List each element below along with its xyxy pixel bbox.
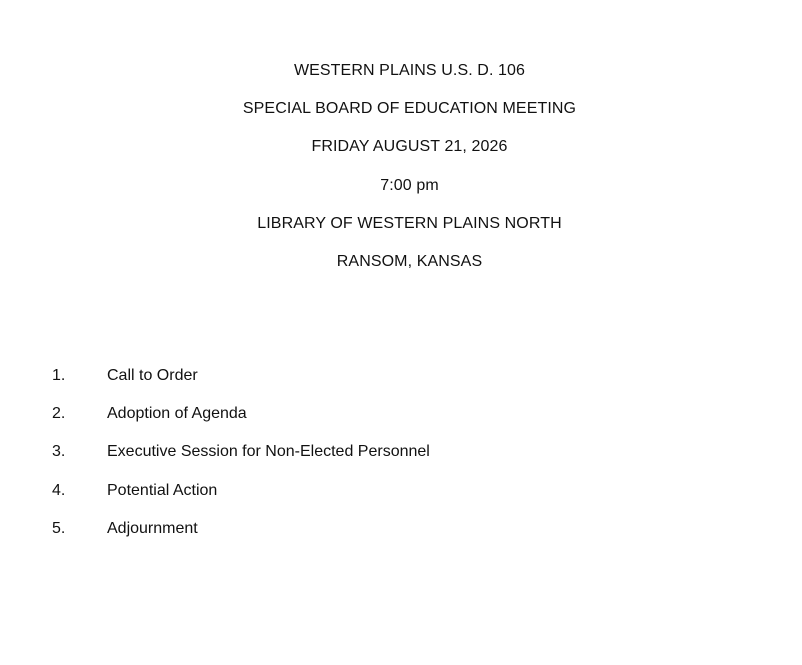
agenda-item-potential-action (0, 479, 802, 517)
agenda-item-adoption-of-agenda (0, 402, 802, 440)
meeting-date: FRIDAY AUGUST 21, 2026 (311, 138, 508, 156)
agenda-item-call-to-order (0, 364, 802, 402)
agenda-item-text: Executive Session for Non-Elected Personnel (107, 443, 430, 461)
meeting-type: SPECIAL BOARD OF EDUCATION MEETING (242, 100, 577, 118)
agenda-item-number: 5. (52, 519, 66, 537)
meeting-location: LIBRARY OF WESTERN PLAINS NORTH (257, 214, 562, 232)
agenda-item-text: Call to Order (107, 367, 198, 384)
meeting-time: 7:00 pm (380, 176, 439, 194)
agenda-list (0, 364, 802, 555)
agenda-item-text: Adjournment (107, 519, 198, 537)
agenda-item-number: 3. (52, 443, 66, 461)
agenda-item-text: Potential Action (107, 481, 218, 499)
meeting-header (0, 59, 802, 288)
agenda-item-text: Adoption of Agenda (107, 405, 247, 423)
agenda-item-number: 4. (52, 481, 66, 499)
agenda-item-adjournment (0, 517, 802, 555)
meeting-city: RANSOM, KANSAS (336, 252, 483, 270)
agenda-item-number: 2. (52, 405, 66, 423)
district-name: WESTERN PLAINS U.S. D. 106 (293, 62, 526, 79)
agenda-item-number: 1. (52, 367, 66, 384)
agenda-item-executive-session (0, 440, 802, 478)
